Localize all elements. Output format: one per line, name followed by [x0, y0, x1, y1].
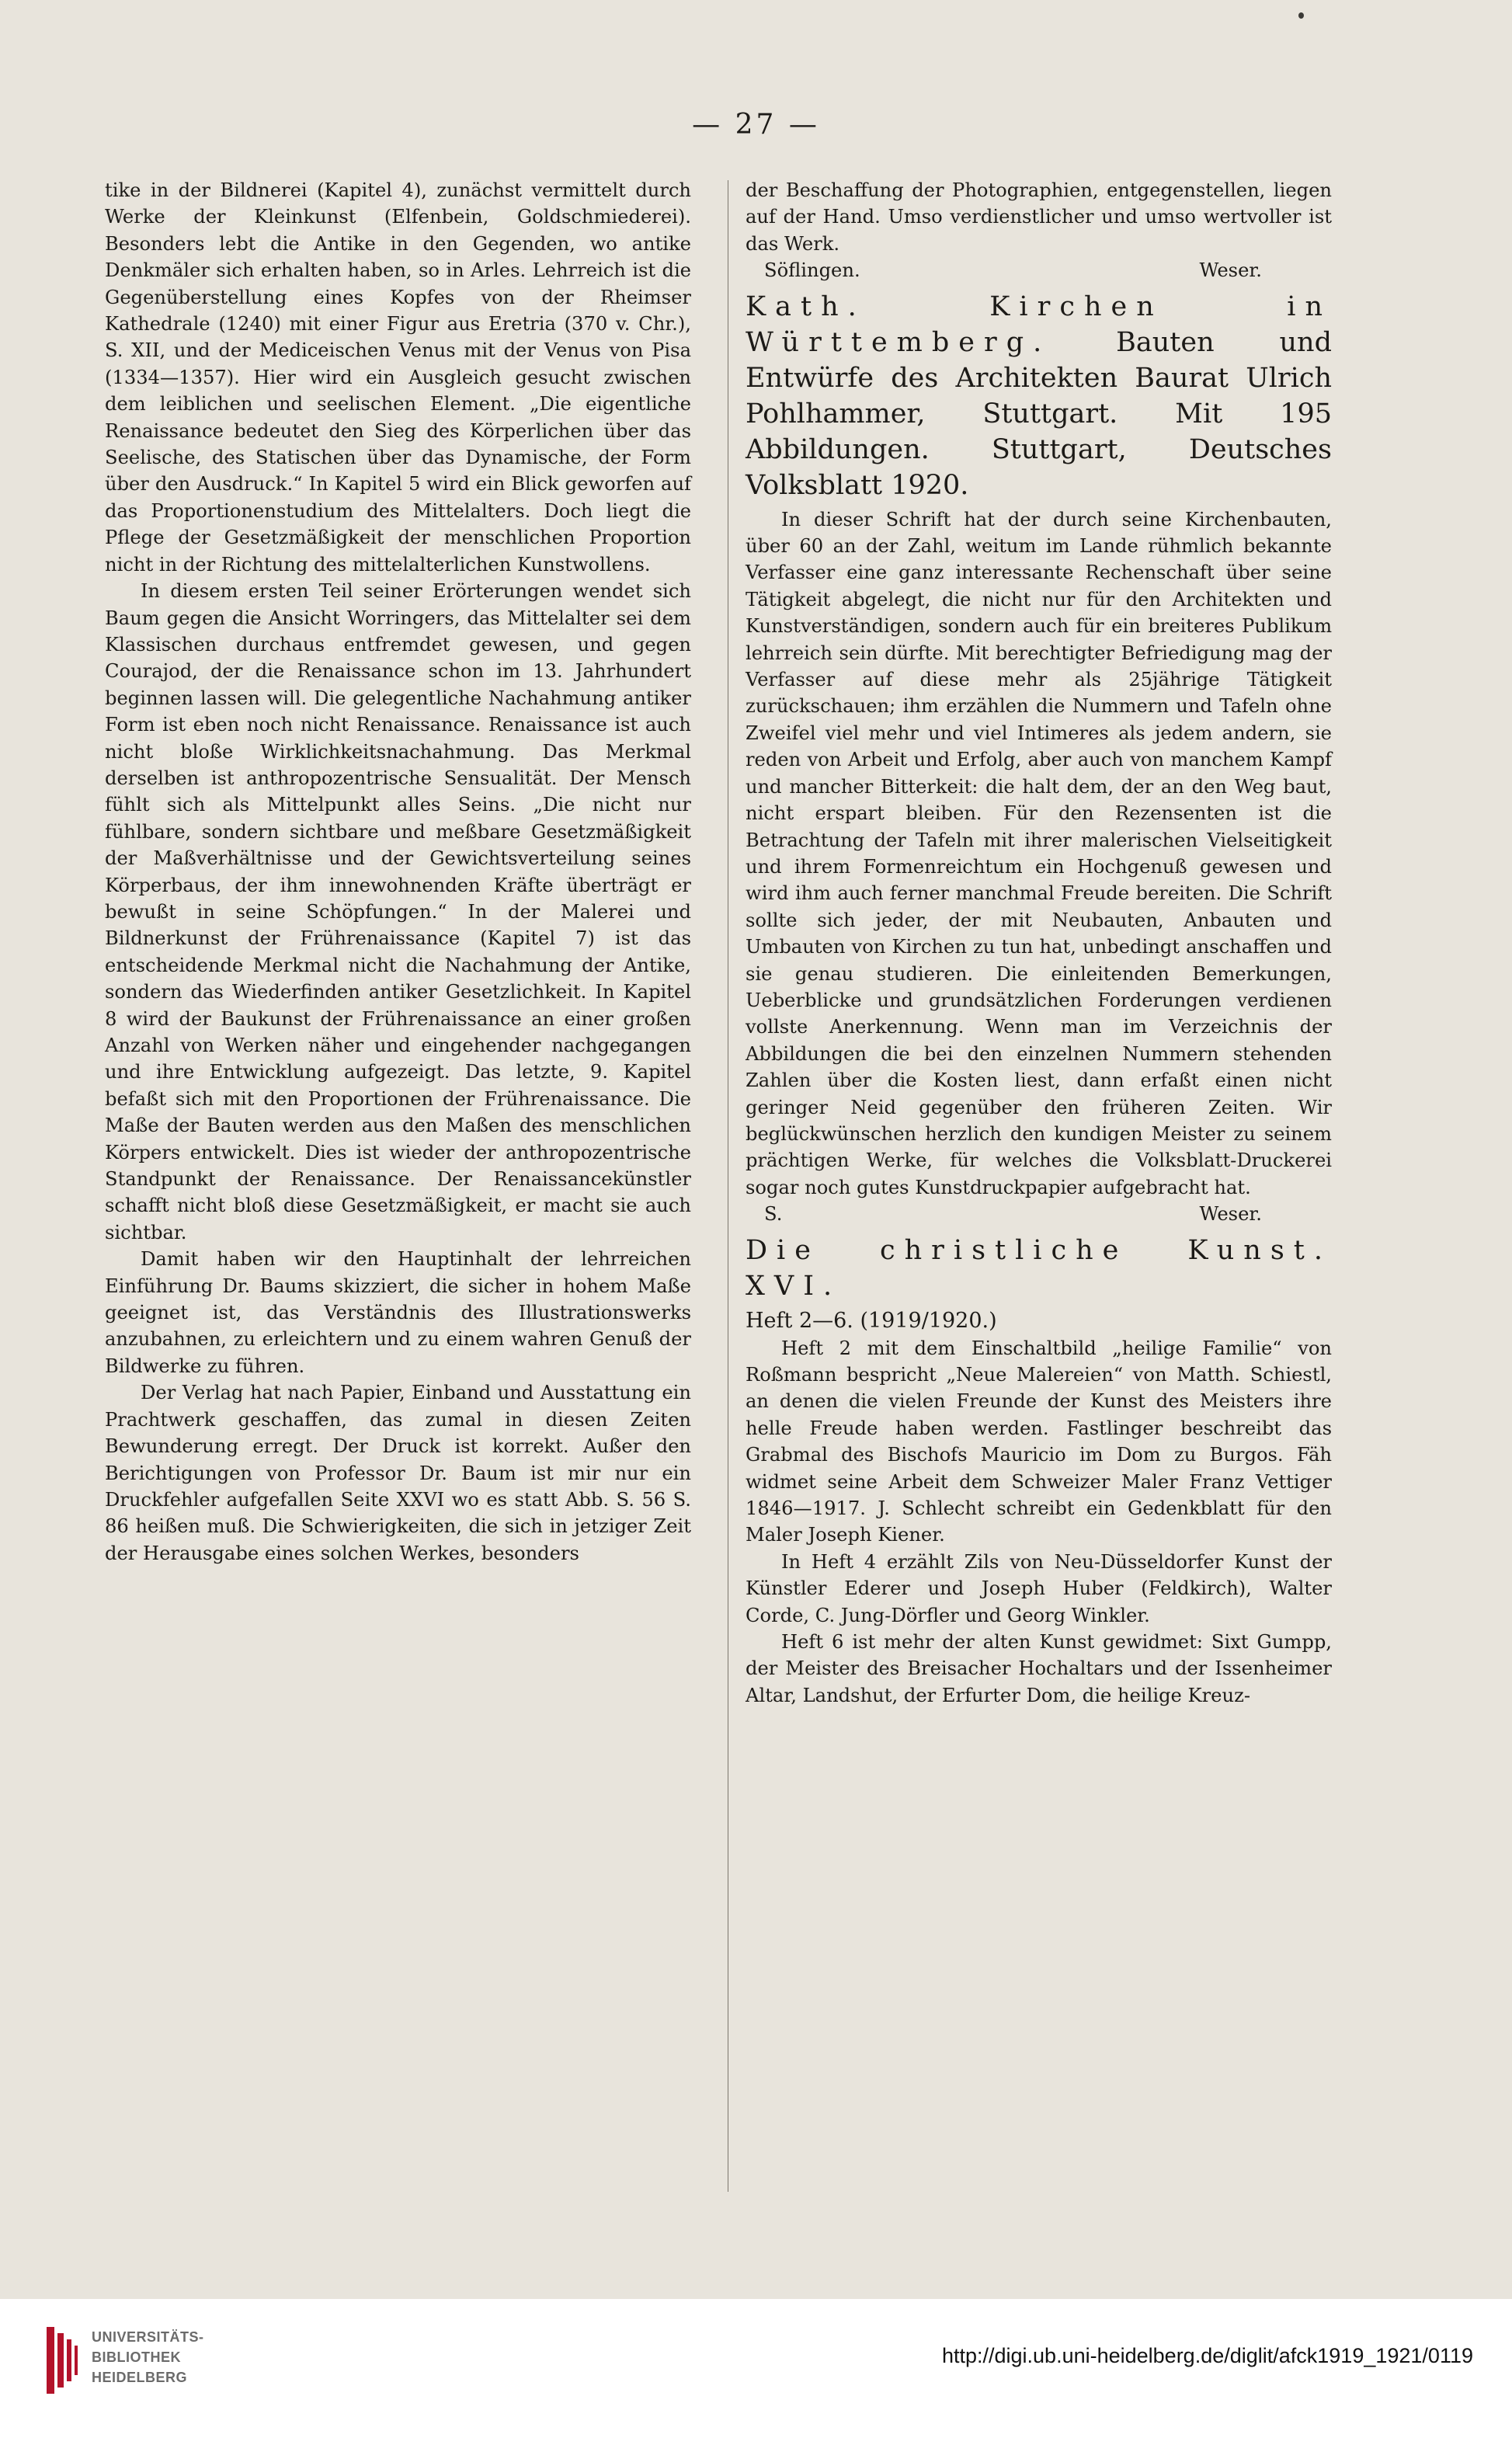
signature-place: Söflingen.	[764, 259, 860, 282]
library-logo-text	[92, 2327, 204, 2388]
signature-line	[746, 257, 1332, 283]
review-paragraph: Heft 2 mit dem Einschaltbild „heilige Familie“ von Roßmann bespricht „Neue Malereien“ von Matth. Schiestl, an denen die vielen Freunde der Kunst des Meisters ihre helle Freude haben werden. Fastlinger beschreibt das Grabmal des Bischofs Mauricio im Dom zu Burgos. Fäh widmet seine Arbeit dem Schweizer Maler Franz Vettiger 1846—1917. J. Schlecht schreibt ein Gedenkblatt für den Maler Joseph Kiener.	[746, 1337, 1332, 1546]
review-subtitle: Heft 2—6. (1919/1920.)	[746, 1308, 997, 1333]
review-title: Die christliche Kunst. XVI.	[746, 1234, 1332, 1302]
library-logo-icon	[47, 2327, 82, 2394]
left-paragraph: Damit haben wir den Hauptinhalt der lehrreichen Einführung Dr. Baums skizziert, die sicher in hohem Maße geeignet ist, das Verständnis des Illustrationswerks anzubahnen, zu erleichtern und zu einem wahren Genuß der Bildwerke zu führen.	[105, 1248, 691, 1377]
left-paragraph: In diesem ersten Teil seiner Erörterungen wendet sich Baum gegen die Ansicht Worringers, das Mittelalter sei dem Klassischen durchaus entfremdet gewesen, und gegen Courajod, der die Renaissance schon im 13. Jahrhundert beginnen lassen will. Die gelegentliche Nachahmung antiker Form ist eben noch nicht Renaissance. Renaissance ist auch nicht bloße Wirklichkeitsnachahmung. Das Merkmal derselben ist anthropozentrische Sensualität. Der Mensch fühlt sich als Mittelpunkt alles Seins. „Die nicht nur fühlbare, sondern sichtbare und meßbare Gesetzmäßigkeit der Maßverhältnisse und der Gewichtsverteilung seines Körperbaus, der ihm innewohnenden Kräfte überträgt er bewußt in seine Schöpfungen.“ In der Malerei und Bildnerkunst der Frührenaissance (Kapitel 7) ist das entscheidende Merkmal nicht die Nachahmung der Antike, sondern das Wiederfinden antiker Gesetzlichkeit. In Kapitel 8 wird der Baukunst der Frührenaissance an einer großen Anzahl von Werken näher und eingehender nachgegangen und ihre Entwicklung aufgezeigt. Das letzte, 9. Kapitel befaßt sich mit den Proportionen der Frührenaissance. Die Maße der Bauten werden aus den Maßen des menschlichen Körpers entwickelt. Dies ist wieder der anthropozentrische Standpunkt der Renaissance. Der Renaissancekünstler schafft nicht bloß diese Gesetzmäßigkeit, er macht sie auch sichtbar.	[105, 580, 691, 1243]
left-column	[105, 177, 691, 1567]
signature-line	[746, 1201, 1332, 1227]
review-title: Kath. Kirchen in Württemberg.	[746, 290, 1332, 358]
review-paragraph: Heft 6 ist mehr der alten Kunst gewidmet: Sixt Gumpp, der Meister des Breisacher Hochaltars und der Issenheimer Altar, Landshut, der Erfurter Dom, die heilige Kreuz-	[746, 1631, 1332, 1706]
logo-line: HEIDELBERG	[92, 2370, 188, 2385]
review-heading	[746, 1233, 1332, 1304]
review-paragraph: In Heft 4 erzählt Zils von Neu-Düsseldorfer Kunst der Künstler Ederer und Joseph Huber (Feldkirch), Walter Corde, C. Jung-Dörfler und Georg Winkler.	[746, 1550, 1332, 1626]
left-paragraph: tike in der Bildnerei (Kapitel 4), zunächst vermittelt durch Werke der Kleinkunst (Elfenbein, Goldschmiederei). Besonders lebt die Antike in den Gegenden, wo antike Denkmäler sich erhalten haben, so in Arles. Lehrreich ist die Gegenüberstellung eines Kopfes von der Rheimser Kathedrale (1240) mit einer Figur aus Eretria (370 v. Chr.), S. XII, und der Mediceischen Venus mit der Venus von Pisa (1334—1357). Hier wird ein Ausgleich gesucht zwischen dem leiblichen und seelischen Element. „Die eigentliche Renaissance bedeutet den Sieg des Körperlichen über das Seelische, des Statischen über das Dynamische, der Form über den Ausdruck.“ In Kapitel 5 wird ein Blick geworfen auf das Proportionenstudium des Mittelalters. Doch liegt die Pflege der Gesetzmäßigkeit der menschlichen Proportion nicht in der Richtung des mittelalterlichen Kunstwollens.	[105, 179, 691, 576]
footer-bar	[0, 2299, 1512, 2438]
logo-line: UNIVERSITÄTS-	[92, 2329, 204, 2345]
signature-name: Weser.	[1199, 1203, 1262, 1226]
left-paragraph: Der Verlag hat nach Papier, Einband und Ausstattung ein Prachtwerk geschaffen, das zumal in diesen Zeiten Bewunderung erregt. Der Druck ist korrekt. Außer den Berichtigungen von Professor Dr. Baum ist mir nur ein Druckfehler aufgefallen Seite XXVI wo es statt Abb. S. 56 S. 86 heißen muß. Die Schwierigkeiten, die sich in jetziger Zeit der Herausgabe eines solchen Werkes, besonders	[105, 1382, 691, 1564]
logo-line: BIBLIOTHEK	[92, 2349, 181, 2365]
right-column	[746, 177, 1332, 1709]
review-title-rest: Bauten und Entwürfe des Architekten Baurat Ulrich Pohlhammer, Stuttgart. Mit 195 Abbildungen. Stuttgart, Deutsches Volksblatt 1920.	[746, 326, 1332, 501]
signature-name: Weser.	[1199, 259, 1262, 282]
review-paragraph: In dieser Schrift hat der durch seine Kirchenbauten, über 60 an der Zahl, weitum im Lande rühmlich bekannte Verfasser eine ganz interessante Rechenschaft über seine Tätigkeit abgelegt, die nicht nur für den Architekten und Kunstverständigen, sondern auch für ein breiteres Publikum lehrreich sein dürfte. Mit berechtigter Befriedigung mag der Verfasser auf diese mehr als 25jährige Tätigkeit zurückschauen; ihm erzählen die Nummern und Tafeln ohne Zweifel viel mehr und viel Intimeres als jedem andern, sie reden von Arbeit und Erfolg, aber auch von manchem Kampf und mancher Bitterkeit: die halt dem, der an den Weg baut, nicht erspart bleiben. Für den Rezensenten ist die Betrachtung der Tafeln mit ihrer malerischen Vielseitigkeit und ihrem Formenreichtum ein Hochgenuß gewesen und wird ihm auch ferner manchmal Freude bereiten. Die Schrift sollte sich jeder, der mit Neubauten, Anbauten und Umbauten von Kirchen zu tun hat, unbedingt anschaffen und sie genau studieren. Die einleitenden Bemerkungen, Ueberblicke und grundsätzlichen Forderungen verdienen vollste Anerkennung. Wenn man im Verzeichnis der Abbildungen die bei den einzelnen Nummern stehenden Zahlen über die Kosten liest, dann erfaßt einen nicht geringer Neid gegenüber den früheren Zeiten. Wir beglückwünschen herzlich den kundigen Meister zu seinem prächtigen Werke, für welches die Volksblatt-Druckerei sogar noch gutes Kunstdruckpapier aufgebracht hat.	[746, 508, 1332, 1198]
signature-place: S.	[764, 1203, 783, 1226]
review-heading	[746, 289, 1332, 503]
page-number: — 27 —	[692, 109, 820, 141]
ink-spot	[1298, 12, 1304, 19]
source-url[interactable]: http://digi.ub.uni-heidelberg.de/diglit/afck1919_1921/0119	[941, 2344, 1473, 2367]
right-intro-paragraph: der Beschaffung der Photographien, entgegenstellen, liegen auf der Hand. Umso verdienstlicher und umso wertvoller ist das Werk.	[746, 179, 1332, 255]
